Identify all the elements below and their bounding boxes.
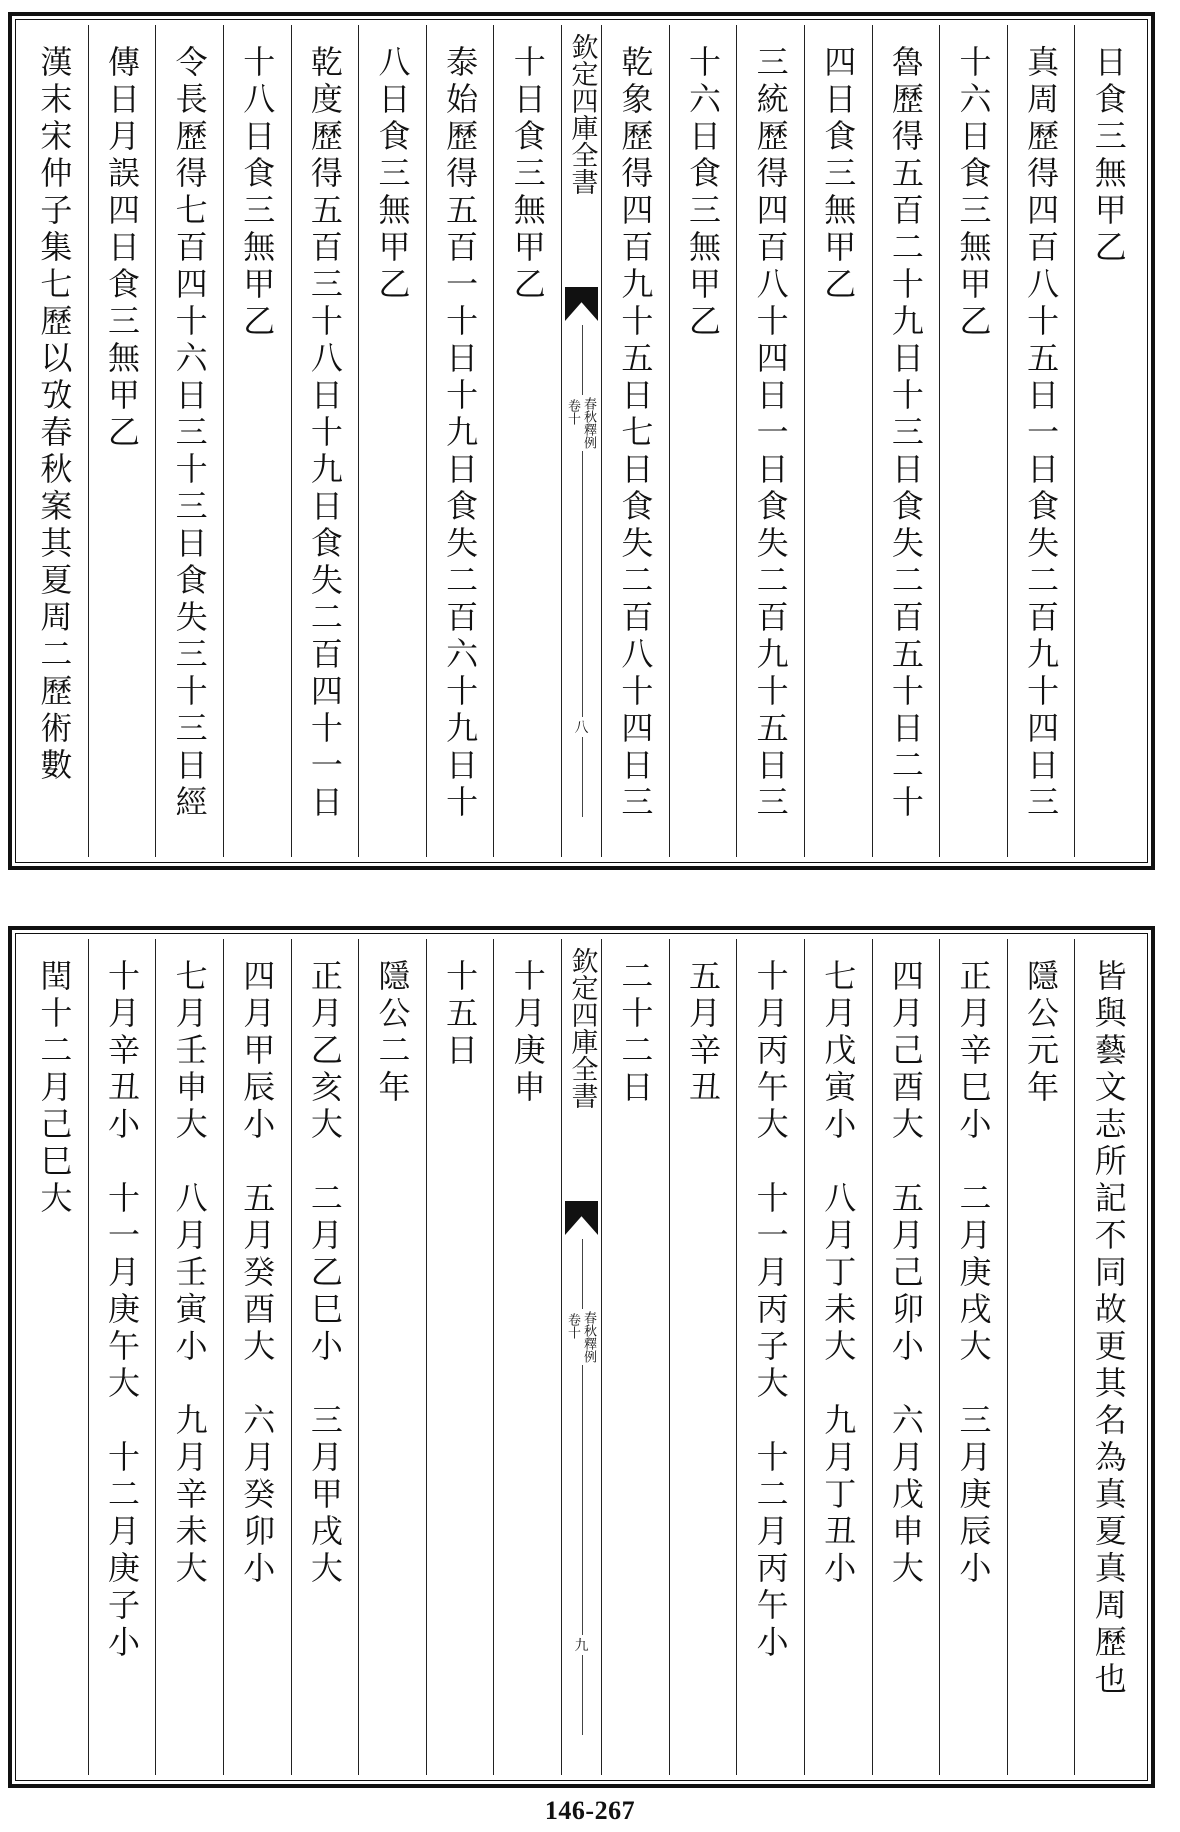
text-column: 閏十二月己巳大 [35, 959, 74, 1218]
fold-strip [561, 939, 601, 1775]
top-page-columns [21, 25, 1142, 857]
text-column: 十八日食三無甲乙 [223, 25, 291, 857]
text-column: 四日食三無甲乙 [804, 25, 872, 857]
text-column: 魯歷得五百二十九日十三日食失二百五十日二十 [872, 25, 940, 857]
page-number-footer: 146-267 [544, 1796, 636, 1825]
text-column: 五月辛丑 [669, 939, 737, 1775]
text-column: 乾度歷得五百三十八日十九日食失二百四十一日 [291, 25, 359, 857]
text-column: 四月己酉大 五月己卯小 六月戊申大 [872, 939, 940, 1775]
text-column: 十日食三無甲乙 [493, 25, 561, 857]
fish-tail-mark-icon [565, 1201, 598, 1235]
text-column: 隱公二年 [358, 939, 426, 1775]
text-column: 十月丙午大 十一月丙子大 十二月丙午小 [736, 939, 804, 1775]
text-column: 十五日 [426, 939, 494, 1775]
text-column: 三統歷得四百八十四日一日食失二百九十五日三 [736, 25, 804, 857]
text-column: 七月戊寅小 八月丁未大 九月丁丑小 [804, 939, 872, 1775]
fold-title: 欽定四庫全書 [566, 947, 598, 1109]
bottom-page [8, 926, 1155, 1788]
fold-book-title: 春秋釋例 [581, 397, 596, 449]
text-column: 二十二日 [601, 939, 669, 1775]
text-column: 八日食三無甲乙 [358, 25, 426, 857]
text-column: 十六日食三無甲乙 [669, 25, 737, 857]
fold-title: 欽定四庫全書 [566, 33, 598, 195]
fold-volume: 卷十 [565, 1313, 580, 1339]
text-column: 十月庚申 [493, 939, 561, 1775]
text-column: 正月辛巳小 二月庚戌大 三月庚辰小 [939, 939, 1007, 1775]
text-column: 漢末宋仲子集七歷以攷春秋案其夏周二歷術數 [35, 45, 74, 785]
text-column: 真周歷得四百八十五日一日食失二百九十四日三 [1007, 25, 1075, 857]
text-column: 日食三無甲乙 [1074, 25, 1142, 857]
bottom-page-columns [21, 939, 1142, 1775]
text-column: 隱公元年 [1007, 939, 1075, 1775]
fish-tail-mark-icon [565, 287, 598, 321]
text-column: 正月乙亥大 二月乙巳小 三月甲戌大 [291, 939, 359, 1775]
top-page [8, 12, 1155, 870]
fold-book-title: 春秋釋例 [581, 1311, 596, 1363]
text-column: 十六日食三無甲乙 [939, 25, 1007, 857]
text-column: 乾象歷得四百九十五日七日食失二百八十四日三 [601, 25, 669, 857]
text-column: 泰始歷得五百一十日十九日食失二百六十九日十 [426, 25, 494, 857]
fold-volume: 卷十 [565, 399, 580, 425]
text-column: 十月辛丑小 十一月庚午大 十二月庚子小 [88, 939, 156, 1775]
text-column: 皆與藝文志所記不同故更其名為真夏真周歷也 [1074, 939, 1142, 1775]
text-column: 七月壬申大 八月壬寅小 九月辛未大 [155, 939, 223, 1775]
fold-page-number: 八 [562, 717, 601, 737]
text-column: 傳日月誤四日食三無甲乙 [88, 25, 156, 857]
text-column: 四月甲辰小 五月癸酉大 六月癸卯小 [223, 939, 291, 1775]
fold-strip [561, 25, 601, 857]
fold-page-number: 九 [562, 1635, 601, 1655]
text-column: 令長歷得七百四十六日三十三日食失三十三日經 [155, 25, 223, 857]
